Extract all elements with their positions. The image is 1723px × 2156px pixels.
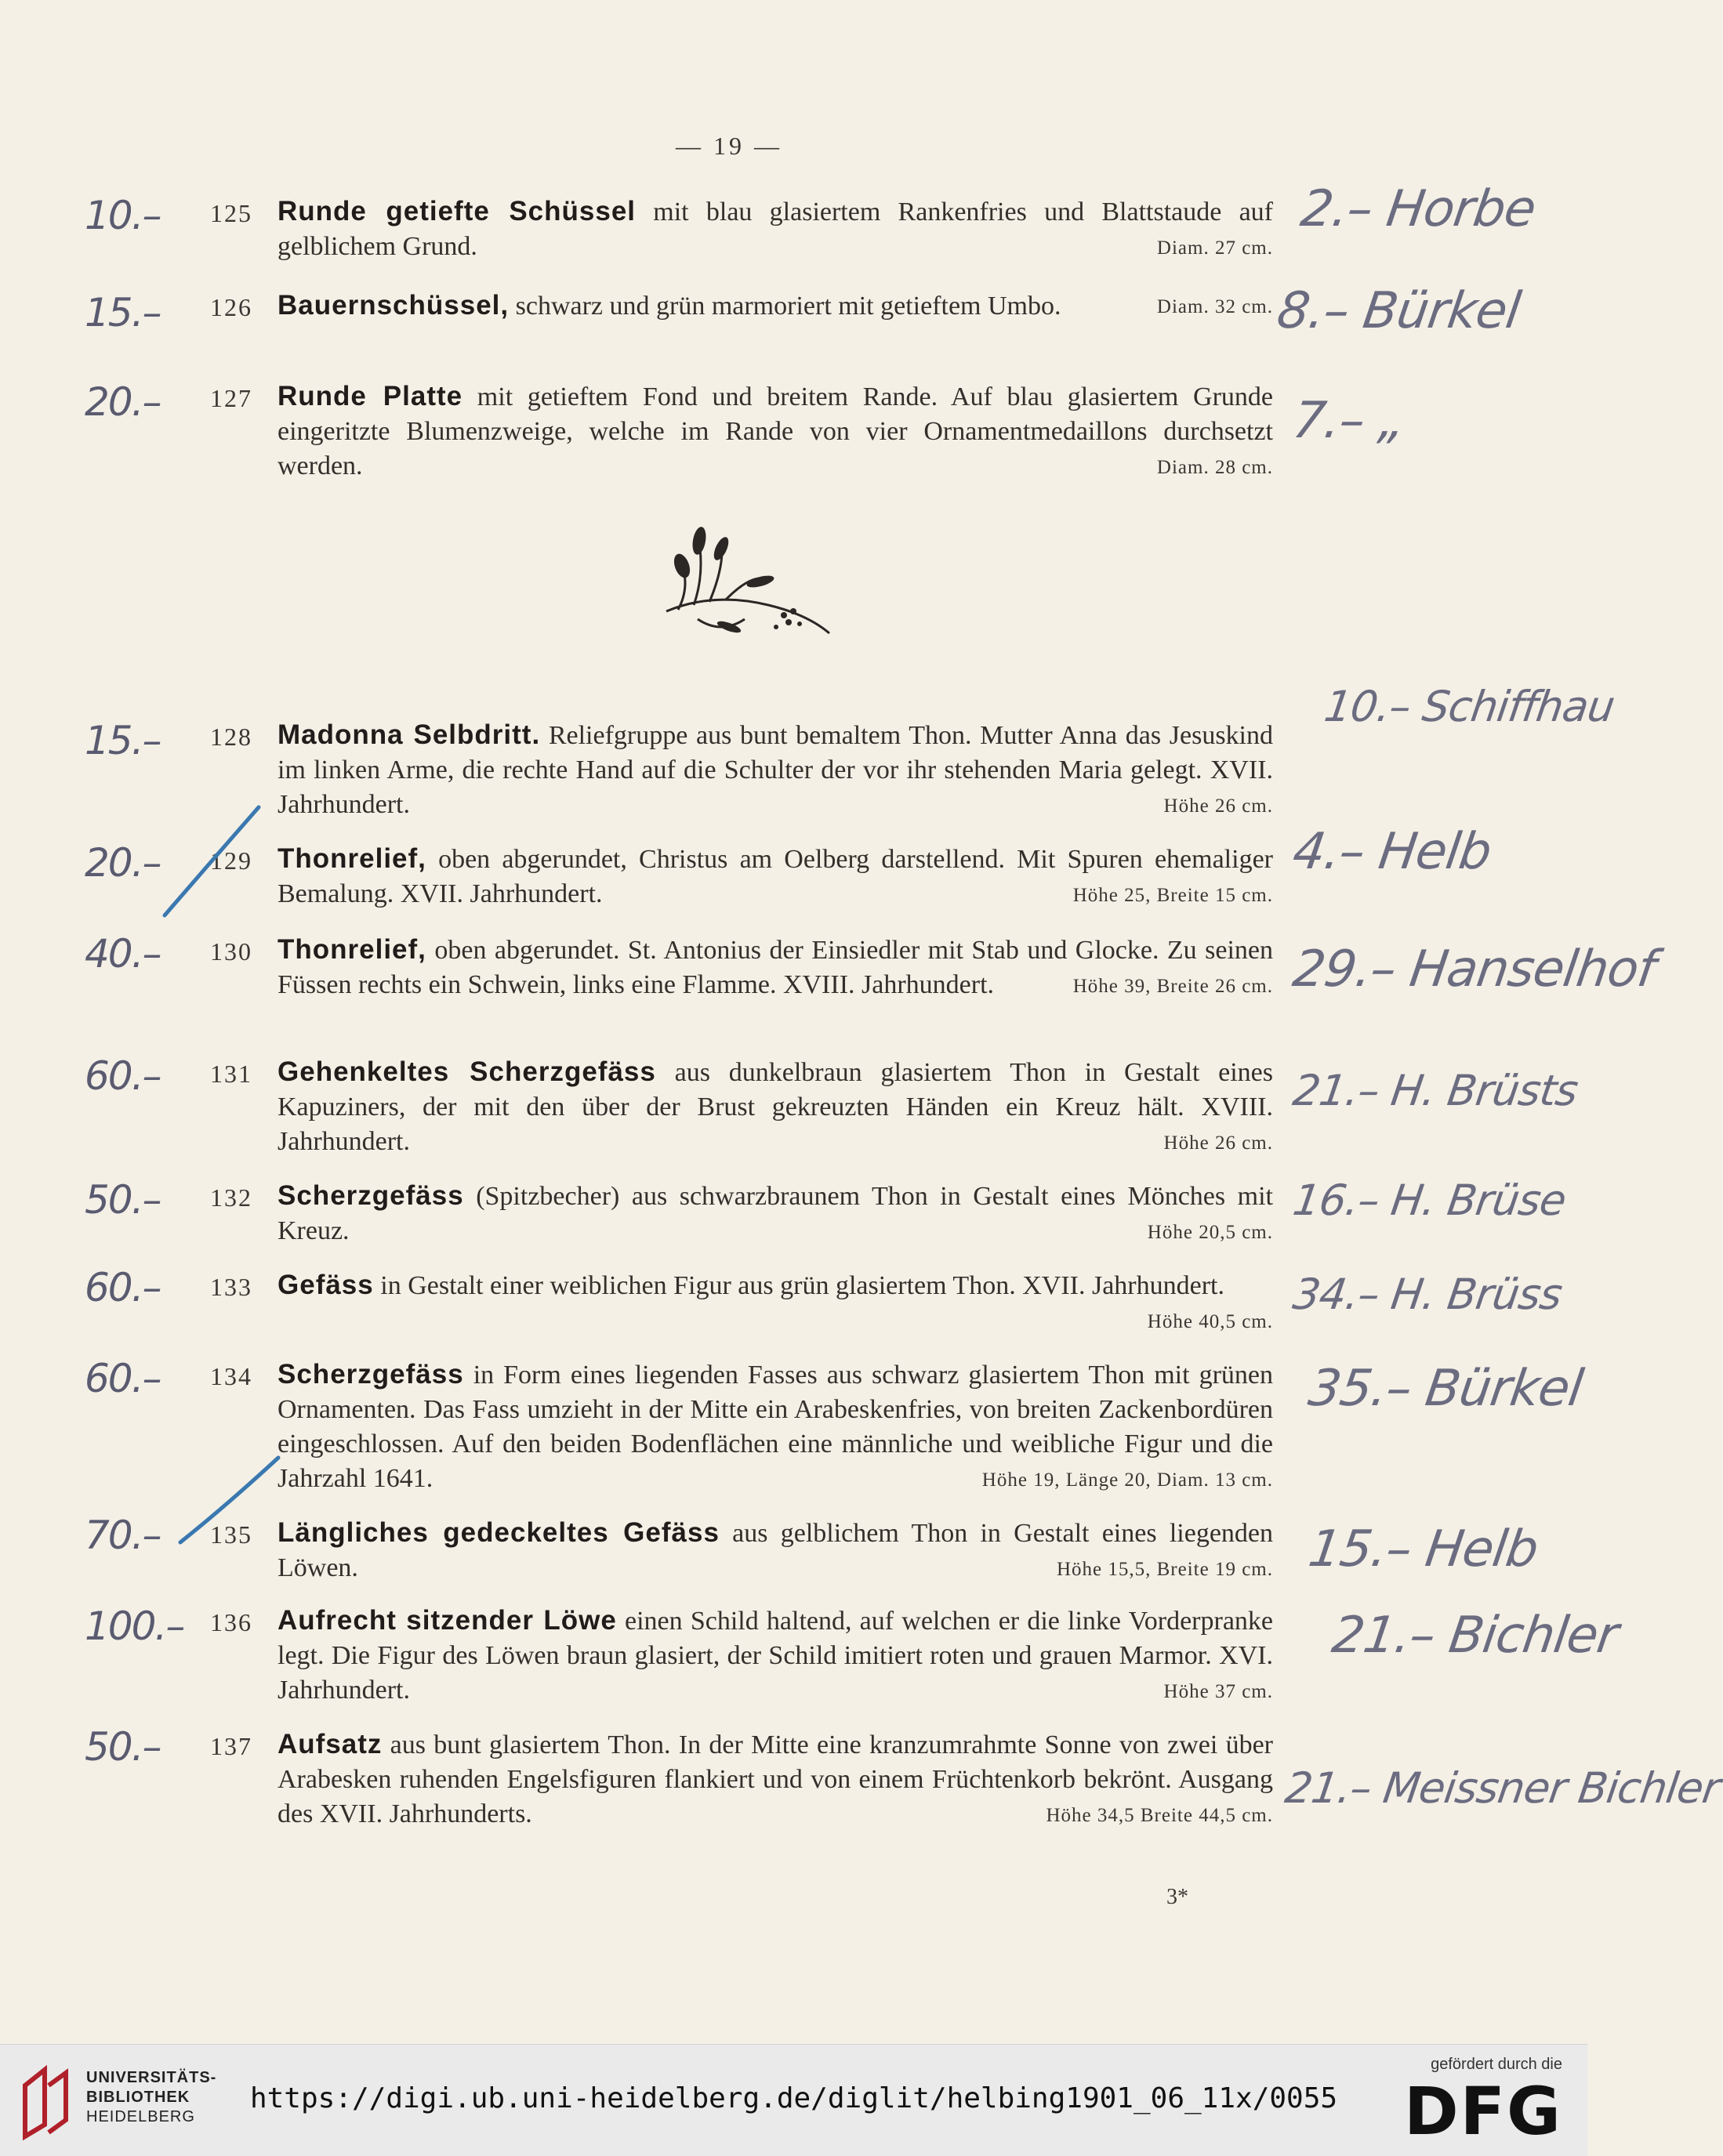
annotation-132: 16.– H. Brüse (1290, 1176, 1569, 1225)
viewer-footer (0, 2044, 1587, 2156)
annotation-126: 8.– Bürkel (1273, 282, 1524, 340)
entry-description: aus gelblichem Thon in Gestalt eines liegenden Löwen. (277, 1519, 1273, 1582)
annotation-134: 35.– Bürkel (1304, 1360, 1587, 1418)
annotation-129: 4.– Helb (1289, 823, 1495, 881)
lot-number-129: 129 (210, 846, 252, 875)
entry-measure: Höhe 39, Breite 26 cm. (1072, 976, 1273, 997)
permalink-url[interactable]: https://digi.ub.uni-heidelberg.de/diglit/helbing1901_06_11x/0055 (249, 2082, 1338, 2114)
annotation-131: 21.– H. Brüsts (1290, 1066, 1581, 1115)
price-note-135: 70.– (85, 1513, 161, 1558)
catalog-entry-130 (277, 933, 1273, 1004)
entry-measure: Höhe 34,5 Breite 44,5 cm. (1046, 1805, 1273, 1826)
entry-description: schwarz und grün marmoriert mit getieftem Umbo. (509, 292, 1061, 321)
catalog-entry-128 (277, 718, 1273, 824)
catalog-entry-129 (277, 842, 1273, 913)
price-note-131: 60.– (85, 1053, 161, 1099)
price-note-136: 100.– (85, 1603, 184, 1649)
price-note-126: 15.– (85, 290, 161, 335)
lot-number-126: 126 (210, 293, 252, 321)
lot-number-130: 130 (210, 937, 252, 966)
entry-description: in Form eines liegenden Fasses aus schwarz glasiertem Thon mit grünen Ornamenten. Das Fass umzieht in der Mitte ein Arabeskenfries, von breiten Zackenbordüren eingeschlossen. Auf den beiden Bodenflächen eine männliche und weibliche Figur und die Jahrzahl 1641. (277, 1361, 1273, 1493)
annotation-133: 34.– H. Brüss (1290, 1270, 1565, 1319)
entry-description: Reliefgruppe aus bunt bemaltem Thon. Mutter Anna das Jesuskind im linken Arme, die rechte Hand auf die Schulter der vor ihr stehenden Maria gelegt. XVII. Jahrhundert. (277, 721, 1274, 819)
lot-number-136: 136 (210, 1608, 252, 1636)
price-note-130: 40.– (85, 931, 161, 977)
catalog-entry-126 (277, 288, 1273, 324)
lot-number-132: 132 (210, 1183, 252, 1212)
entry-measure: Höhe 26 cm. (1163, 795, 1273, 817)
entry-title: Aufsatz (277, 1729, 383, 1759)
entry-description: oben abgerundet, Christus am Oelberg darstellend. Mit Spuren ehemaliger Bemalung. XVII. Jahrhundert. (277, 845, 1273, 908)
entry-measure: Höhe 19, Länge 20, Diam. 13 cm. (981, 1469, 1273, 1491)
price-note-127: 20.– (85, 379, 161, 425)
lot-number-134: 134 (210, 1362, 252, 1390)
entry-measure: Höhe 20,5 cm. (1147, 1222, 1273, 1243)
entry-title: Scherzgefäss (277, 1359, 464, 1390)
catalog-entry-131 (277, 1055, 1273, 1161)
entry-description: in Gestalt einer weiblichen Figur aus grün glasiertem Thon. XVII. Jahrhundert. (373, 1271, 1224, 1300)
entry-measure: Diam. 28 cm. (1156, 457, 1273, 478)
price-note-129: 20.– (85, 840, 161, 886)
entry-measure: Diam. 32 cm. (1156, 296, 1273, 317)
price-note-137: 50.– (85, 1724, 161, 1770)
page-number: — 19 — (676, 132, 782, 160)
entry-measure: Höhe 26 cm. (1163, 1132, 1273, 1154)
annotation-125: 2.– Horbe (1297, 180, 1540, 238)
entry-description: aus bunt glasiertem Thon. In der Mitte eine kranzumrahmte Sonne von zwei über Arabesken ruhenden Engelsfiguren flankiert und von einem Früchtenkorb bekrönt. Ausgang des XVII. Jahrhunderts. (277, 1730, 1273, 1828)
lot-number-137: 137 (210, 1732, 252, 1760)
catalog-entry-133 (277, 1268, 1273, 1339)
entry-description: mit blau glasiertem Rankenfries und Blattstaude auf gelblichem Grund. (277, 197, 1274, 261)
catalog-entry-137 (277, 1727, 1273, 1833)
lot-number-131: 131 (210, 1060, 252, 1088)
entry-description: (Spitzbecher) aus schwarzbraunem Thon in Gestalt eines Mönches mit Kreuz. (277, 1182, 1273, 1245)
entry-title: Madonna Selbdritt. (277, 719, 541, 750)
price-note-132: 50.– (85, 1177, 161, 1223)
catalog-entry-135 (277, 1516, 1273, 1587)
entry-title: Gefäss (277, 1270, 374, 1300)
library-name: UNIVERSITÄTS- BIBLIOTHEK HEIDELBERG (86, 2069, 217, 2125)
annotation-136: 21.– Bichler (1328, 1607, 1622, 1665)
catalog-entry-132 (277, 1179, 1273, 1250)
entry-description: mit getieftem Fond und breitem Rande. Auf blau glasiertem Grunde eingeritzte Blumenzweige, welche im Rande von vier Ornamentmedaillons durchsetzt werden. (277, 382, 1273, 480)
lot-number-125: 125 (210, 199, 252, 227)
catalog-entry-125 (277, 194, 1273, 266)
price-note-125: 10.– (85, 193, 161, 238)
entry-title: Scherzgefäss (277, 1180, 464, 1211)
floral-ornament-icon (651, 517, 839, 650)
entry-title: Thonrelief, (277, 934, 426, 965)
entry-measure: Diam. 27 cm. (1156, 237, 1273, 259)
annotation-137: 21.– Meissner Bichler (1282, 1763, 1723, 1813)
entry-title: Bauernschüssel, (277, 290, 510, 321)
annotation-128: 10.– Schiffhau (1321, 682, 1618, 731)
entry-description: oben abgerundet. St. Antonius der Einsiedler mit Stab und Glocke. Zu seinen Füssen rechts ein Schwein, links eine Flamme. XVIII. Jahrhundert. (277, 936, 1273, 999)
entry-measure: Höhe 15,5, Breite 19 cm. (1056, 1559, 1273, 1580)
annotation-130: 29.– Hanselhof (1289, 940, 1659, 998)
entry-title: Thonrelief, (277, 843, 426, 874)
entry-measure: Höhe 37 cm. (1163, 1681, 1273, 1702)
entry-title: Längliches gedeckeltes Gefäss (277, 1517, 720, 1548)
lot-number-128: 128 (210, 723, 252, 751)
funding-caption: gefördert durch die (1431, 2056, 1562, 2073)
entry-title: Runde getiefte Schüssel (277, 196, 637, 226)
price-note-134: 60.– (85, 1356, 161, 1401)
entry-title: Runde Platte (277, 381, 463, 411)
catalog-entry-127 (277, 379, 1273, 485)
lot-number-127: 127 (210, 384, 252, 412)
entry-title: Aufrecht sitzender Löwe (277, 1605, 617, 1636)
annotation-127: 7.– „ (1289, 392, 1409, 450)
annotation-135: 15.– Helb (1304, 1520, 1542, 1578)
entry-description: aus dunkelbraun glasiertem Thon in Gestalt eines Kapuziners, der mit den über der Brust gekreuzten Händen ein Kreuz hält. XVIII. Jahrhundert. (277, 1058, 1273, 1156)
lot-number-133: 133 (210, 1273, 252, 1301)
dfg-logo: DFG (1403, 2073, 1562, 2150)
entry-measure: Höhe 25, Breite 15 cm. (1072, 885, 1273, 906)
entry-measure: Höhe 40,5 cm. (1147, 1311, 1273, 1332)
entry-title: Gehenkeltes Scherzgefäss (277, 1056, 656, 1087)
catalog-entry-136 (277, 1603, 1273, 1709)
signature-mark: 3* (1166, 1885, 1188, 1909)
lot-number-135: 135 (210, 1520, 252, 1549)
price-note-128: 15.– (85, 718, 161, 763)
catalog-entry-134 (277, 1357, 1273, 1498)
price-note-133: 60.– (85, 1265, 161, 1310)
entry-description: einen Schild haltend, auf welchen er die linke Vorderpranke legt. Die Figur des Löwen braun glasiert, der Schild imitiert roten und grauen Marmor. XVI. Jahrhundert. (277, 1607, 1273, 1705)
